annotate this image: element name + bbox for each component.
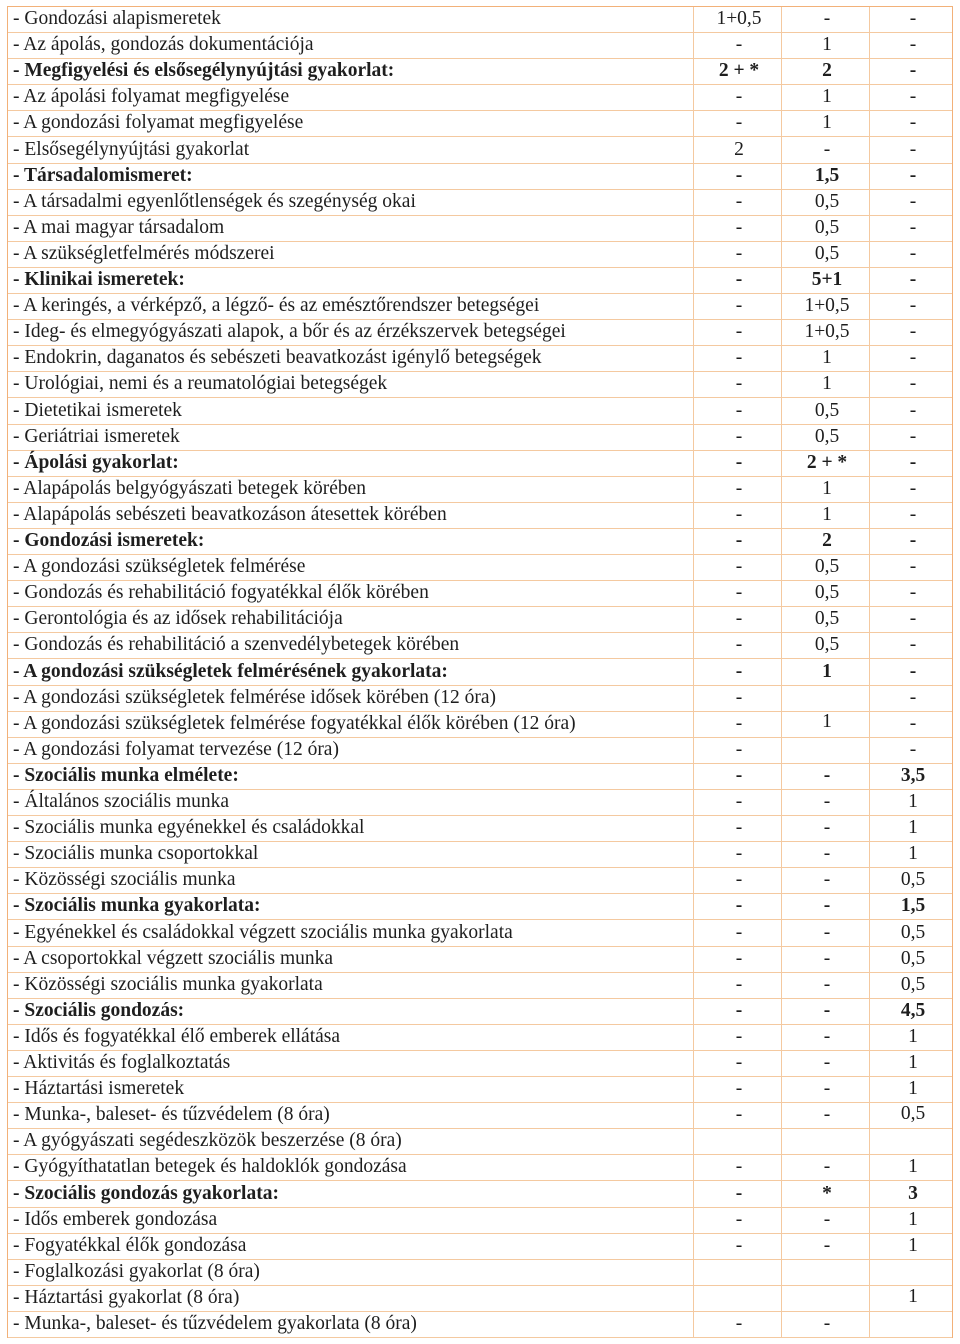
hours-cell-c2: 1 [822,660,832,682]
hours-cell-c3: 0,5 [900,947,926,969]
table-row [8,1260,952,1286]
hours-cell-c3: - [909,34,917,56]
hours-cell-c3: - [909,373,917,395]
table-row [8,660,952,686]
hours-cell-c3: - [909,295,917,317]
hours-cell-c3: - [909,712,917,734]
hours-cell-c2: 0,5 [814,242,840,264]
hours-cell-c3: - [909,190,917,212]
hours-cell-c2: - [823,1313,831,1334]
table-row [8,346,952,372]
table-row [8,764,952,790]
hours-cell-c2: 1 [822,34,832,56]
hours-cell-c3: 1 [908,1025,918,1047]
hours-cell-c1: - [735,738,743,760]
hours-cell-c2: - [823,764,831,786]
row-label: - Idős emberek gondozása [13,1208,218,1230]
hours-cell-c2: - [823,947,831,969]
hours-cell-c2: 1 [822,112,832,134]
hours-cell-c1: - [735,1234,743,1256]
row-label: - Közösségi szociális munka gyakorlata [13,973,323,995]
hours-cell-c3: - [909,738,917,760]
hours-cell-c3: - [909,60,917,82]
hours-cell-c2: 1 [822,477,832,499]
row-label: - Gondozás és rehabilitáció a szenvedélybetegek körében [13,634,460,656]
row-label: - Klinikai ismeretek: [13,269,185,290]
table-row [8,1182,952,1208]
hours-cell-c3: - [909,477,917,499]
hours-cell-c2: 1+0,5 [804,321,850,343]
table-row [8,842,952,868]
hours-cell-c3: - [909,321,917,343]
row-label: - Háztartási ismeretek [13,1078,185,1100]
hours-cell-c3: - [909,634,917,656]
hours-cell-c2: - [823,1052,831,1073]
hours-cell-c1: - [735,347,743,369]
row-label: - Foglalkozási gyakorlat (8 óra) [13,1260,260,1282]
merged-cell-munkavedelem-hours: 0,5 [900,1103,926,1124]
row-label: - A gondozási szükségletek felmérésének gyakorlata: [13,660,448,682]
row-label: - Szociális munka egyénekkel és családokkal [13,817,365,839]
hours-cell-c1: 2 [734,138,744,160]
hours-cell-c3: 3 [908,1182,918,1204]
table-row [8,1077,952,1103]
hours-cell-c1: 1+0,5 [716,8,762,29]
hours-cell-c3: 1 [908,1078,918,1100]
hours-cell-c2: 0,5 [814,425,840,447]
hours-cell-c3: 1 [908,1052,918,1073]
hours-cell-c2: 5+1 [811,269,843,290]
hours-cell-c3: 0,5 [900,869,926,891]
hours-cell-c1: - [735,764,743,786]
row-label: - Dietetikai ismeretek [13,399,182,421]
hours-cell-c1: - [735,295,743,317]
hours-cell-c1: - [735,1313,743,1334]
hours-cell-c1: - [735,921,743,943]
hours-cell-c2: - [823,1156,831,1178]
row-label: - Megfigyelési és elsősegélynyújtási gyakorlat: [13,60,395,82]
hours-cell-c3: - [909,112,917,134]
row-label: - A gondozási szükségletek felmérése [13,556,306,578]
table-row [8,138,952,164]
table-row [8,111,952,137]
table-row [8,190,952,216]
row-label: - A csoportokkal végzett szociális munka [13,947,334,969]
table-row [8,399,952,425]
hours-cell-c1: - [735,608,743,630]
table-row [8,216,952,242]
table-row [8,738,952,764]
table-row [8,1286,952,1312]
hours-cell-c3: - [909,530,917,551]
hours-cell-c2: 1 [822,86,832,108]
table-row [8,372,952,398]
hours-cell-c1: - [735,425,743,447]
merged-cell-gyakorlat-hours: 1 [908,1286,918,1307]
row-label: - Munka-, baleset- és tűzvédelem (8 óra) [13,1104,330,1126]
table-row [8,529,952,555]
table-row [8,581,952,607]
table-row [8,85,952,111]
hours-cell-c1: - [735,1208,743,1230]
hours-cell-c1: - [735,190,743,212]
hours-cell-c1: - [735,973,743,995]
table-row [8,999,952,1025]
hours-cell-c3: 1 [908,1208,918,1230]
row-label: - Elsősegélynyújtási gyakorlat [13,138,250,160]
table-row [8,59,952,85]
hours-cell-c1: 2 + * [718,60,760,82]
table-row [8,268,952,294]
hours-cell-c3: - [909,347,917,369]
hours-cell-c3: - [909,8,917,29]
hours-cell-c2: - [823,895,831,917]
row-label: - A gondozási folyamat megfigyelése [13,112,304,134]
table-row [8,1234,952,1260]
hours-cell-c2: 1+0,5 [804,295,850,317]
hours-cell-c1: - [735,373,743,395]
table-row [8,242,952,268]
hours-cell-c3: - [909,86,917,108]
row-label: - A gyógyászati segédeszközök beszerzése (8 óra) [13,1130,402,1152]
hours-cell-c1: - [735,791,743,812]
row-label: - Gerontológia és az idősek rehabilitációja [13,608,343,630]
hours-cell-c1: - [735,321,743,343]
hours-cell-c3: - [909,582,917,604]
row-label: - Alapápolás belgyógyászati betegek körében [13,477,367,499]
hours-cell-c1: - [735,477,743,499]
table-row [8,164,952,190]
row-label: - A gondozási szükségletek felmérése fogyatékkal élők körében (12 óra) [13,712,576,734]
table-row [8,425,952,451]
hours-cell-c1: - [735,34,743,56]
row-label: - Idős és fogyatékkal élő emberek ellátása [13,1025,341,1047]
hours-cell-c1: - [735,843,743,865]
hours-cell-c2: 0,5 [814,634,840,656]
hours-cell-c2: 1 [822,503,832,525]
hours-cell-c1: - [735,1104,743,1126]
row-label: - A szükségletfelmérés módszerei [13,242,275,264]
hours-cell-c1: - [735,242,743,264]
hours-cell-c1: - [735,1156,743,1178]
table-row [8,1312,952,1338]
hours-cell-c2: 0,5 [814,556,840,578]
hours-cell-c2: 1 [822,373,832,395]
row-label: - Alapápolás sebészeti beavatkozáson átesettek körében [13,503,447,525]
table-row [8,1155,952,1181]
row-label: - A gondozási folyamat tervezése (12 óra) [13,738,339,760]
hours-cell-c1: - [735,530,743,551]
row-label: - Gyógyíthatatlan betegek és haldoklók gondozása [13,1156,407,1178]
table-row [8,451,952,477]
row-label: - Aktivitás és foglalkoztatás [13,1052,231,1073]
table-row [8,607,952,633]
hours-cell-c1: - [735,216,743,238]
hours-cell-c2: 2 + * [806,451,848,473]
row-label: - Az ápolás, gondozás dokumentációja [13,34,314,56]
hours-cell-c3: - [909,608,917,630]
hours-cell-c3: 1,5 [900,895,926,917]
hours-cell-c2: - [823,791,831,812]
table-row [8,790,952,816]
row-label: - Szociális munka gyakorlata: [13,895,261,917]
hours-cell-c2: - [823,817,831,839]
hours-cell-c2: 1,5 [814,164,840,186]
table-row [8,816,952,842]
hours-cell-c2: 1 [822,347,832,369]
hours-cell-c2: - [823,1025,831,1047]
hours-cell-c1: - [735,269,743,290]
table-row [8,894,952,920]
curriculum-table [7,6,953,1338]
merged-cell-felmeres-hours: 1 [822,711,832,732]
hours-cell-c2: - [823,1234,831,1256]
hours-cell-c1: - [735,947,743,969]
hours-cell-c2: 0,5 [814,399,840,421]
hours-cell-c2: - [823,1078,831,1100]
hours-cell-c2: - [823,869,831,891]
row-label: - Gondozás és rehabilitáció fogyatékkal élők körében [13,582,429,604]
row-label: - Szociális gondozás gyakorlata: [13,1182,279,1204]
hours-cell-c1: - [735,1052,743,1073]
hours-cell-c2: - [823,1104,831,1126]
hours-cell-c2: - [823,921,831,943]
row-label: - Gondozási ismeretek: [13,530,205,551]
row-label: - Ideg- és elmegyógyászati alapok, a bőr és az érzékszervek betegségei [13,321,566,343]
row-label: - Szociális munka elmélete: [13,764,239,786]
hours-cell-c1: - [735,686,743,708]
hours-cell-c3: - [909,425,917,447]
row-label: - Szociális gondozás: [13,999,185,1021]
hours-cell-c1: - [735,869,743,891]
hours-cell-c3: - [909,686,917,708]
hours-cell-c1: - [735,556,743,578]
row-label: - Az ápolási folyamat megfigyelése [13,86,290,108]
row-label: - A gondozási szükségletek felmérése idősek körében (12 óra) [13,686,497,708]
hours-cell-c3: - [909,242,917,264]
hours-cell-c3: - [909,660,917,682]
table-row [8,633,952,659]
hours-cell-c2: - [823,1208,831,1230]
row-label: - Társadalomismeret: [13,164,193,186]
row-label: - Egyénekkel és családokkal végzett szociális munka gyakorlata [13,921,513,943]
table-row [8,1129,952,1155]
hours-cell-c1: - [735,999,743,1021]
row-label: - Urológiai, nemi és a reumatológiai betegségek [13,373,388,395]
hours-cell-c1: - [735,634,743,656]
table-row [8,555,952,581]
hours-cell-c3: - [909,503,917,525]
hours-cell-c2: - [823,973,831,995]
hours-cell-c3: 1 [908,791,918,812]
table-row [8,1051,952,1077]
table-row [8,868,952,894]
hours-cell-c2: - [823,8,831,29]
hours-cell-c2: - [823,999,831,1021]
hours-cell-c3: 3,5 [900,764,926,786]
row-label: - A keringés, a vérképző, a légző- és az emésztőrendszer betegségei [13,295,540,317]
hours-cell-c1: - [735,164,743,186]
hours-cell-c1: - [735,112,743,134]
hours-cell-c1: - [735,451,743,473]
hours-cell-c3: - [909,399,917,421]
table-row [8,1103,952,1129]
hours-cell-c3: 0,5 [900,921,926,943]
hours-cell-c3: - [909,216,917,238]
row-label: - Endokrin, daganatos és sebészeti beavatkozást igénylő betegségek [13,347,542,369]
table-row [8,921,952,947]
hours-cell-c3: 1 [908,1234,918,1256]
table-row [8,320,952,346]
hours-cell-c1: - [735,712,743,734]
hours-cell-c1: - [735,399,743,421]
hours-cell-c1: - [735,86,743,108]
table-row [8,973,952,999]
hours-cell-c2: 0,5 [814,216,840,238]
hours-cell-c2: 0,5 [814,608,840,630]
table-row [8,33,952,59]
row-label: - Háztartási gyakorlat (8 óra) [13,1286,240,1308]
hours-cell-c3: 1 [908,1156,918,1178]
table-row [8,947,952,973]
hours-cell-c1: - [735,1025,743,1047]
table-row [8,7,952,33]
row-label: - Ápolási gyakorlat: [13,451,179,473]
table-row [8,477,952,503]
hours-cell-c3: - [909,269,917,290]
hours-cell-c3: 1 [908,843,918,865]
hours-cell-c1: - [735,660,743,682]
row-label: - Általános szociális munka [13,791,230,812]
hours-cell-c1: - [735,503,743,525]
hours-cell-c3: 4,5 [900,999,926,1021]
table-row [8,503,952,529]
table-row [8,294,952,320]
hours-cell-c3: 0,5 [900,973,926,995]
hours-cell-c3: - [909,556,917,578]
row-label: - Gondozási alapismeretek [13,8,221,29]
row-label: - Munka-, baleset- és tűzvédelem gyakorlata (8 óra) [13,1313,417,1334]
hours-cell-c3: - [909,138,917,160]
hours-cell-c1: - [735,1182,743,1204]
hours-cell-c2: 2 [822,60,832,82]
row-label: - Szociális munka csoportokkal [13,843,259,865]
row-label: - A társadalmi egyenlőtlenségek és szegénység okai [13,190,416,212]
hours-cell-c2: 0,5 [814,582,840,604]
hours-cell-c3: 1 [908,817,918,839]
hours-cell-c1: - [735,895,743,917]
hours-cell-c2: - [823,138,831,160]
row-label: - A mai magyar társadalom [13,216,225,238]
hours-cell-c1: - [735,1078,743,1100]
hours-cell-c1: - [735,817,743,839]
hours-cell-c2: - [823,843,831,865]
row-label: - Geriátriai ismeretek [13,425,180,447]
row-label: - Fogyatékkal élők gondozása [13,1234,247,1256]
table-row [8,686,952,712]
table-row [8,1025,952,1051]
table-row [8,1208,952,1234]
row-label: - Közösségi szociális munka [13,869,236,891]
hours-cell-c2: 2 [822,530,832,551]
hours-cell-c1: - [735,582,743,604]
hours-cell-c3: - [909,164,917,186]
hours-cell-c2: 0,5 [814,190,840,212]
hours-cell-c3: - [909,451,917,473]
hours-cell-c2: * [822,1182,832,1204]
